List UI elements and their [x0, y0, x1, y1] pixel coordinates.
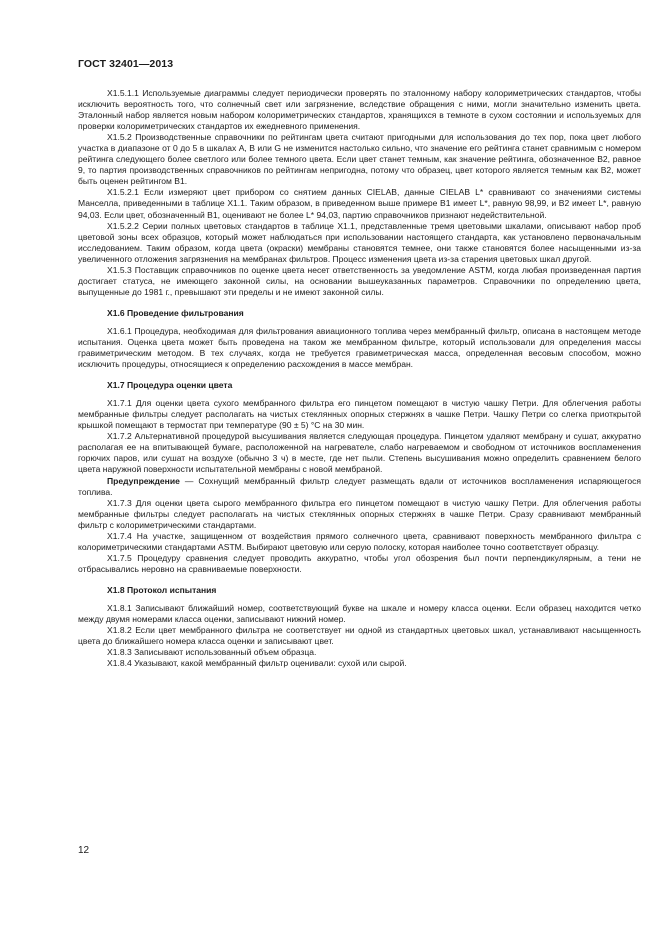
paragraph-x1-8-1: X1.8.1 Записывают ближайший номер, соответствующий букве на шкале и номеру класса оценки. Если образец находится четко между двумя номерами класса оценки, записывают нижний номер.: [78, 602, 641, 625]
section-heading-x1-8: X1.8 Протокол испытания: [107, 584, 217, 595]
warning-text: — Сохнущий мембранный фильтр следует размещать вдали от источников воспламенения испаряющегося топлива.: [78, 475, 641, 497]
paragraph-x1-7-5: X1.7.5 Процедуру сравнения следует проводить аккуратно, чтобы угол обозрения был почти перпендикулярным, а тени не отбрасывались неровно на сравниваемые поверхности.: [78, 552, 641, 574]
paragraph-x1-7-3: X1.7.3 Для оценки цвета сырого мембранного фильтра его пинцетом помещают в чистую чашку Петри. Для облегчения работы мембранные фильтры следует располагать на чистых стеклянных опорных стержнях в чашке Петри. Сразу сравнивают мембранный фильтр с колориметрическими стандартами.: [78, 497, 641, 530]
page-number: 12: [78, 845, 90, 856]
paragraph-x1-6-1: X1.6.1 Процедура, необходимая для фильтрования авиационного топлива через мембранный фильтр, описана в настоящем методе испытания. Оценка цвета может быть проведена на таком же мембранном фильтре, который использовали для определения массы гравиметрическим методом. В тех случаях, когда не требуется гравиметрическая масса, определенная весовым способом, можно исключить процедуры, относящиеся к определению расхождения в массе мембран.: [78, 325, 641, 370]
section-heading-x1-7: X1.7 Процедура оценки цвета: [107, 380, 233, 391]
warning-paragraph: [78, 476, 641, 498]
paragraph-x1-5-1-1: X1.5.1.1 Используемые диаграммы следует периодически проверять по эталонному набору колориметрических стандартов, чтобы исключить вероятность того, что солнечный свет или загрязнение, вследствие обращения с ними, могли значительно изменить цвета. Эталонный набор является новым набором колориметрических стандартов, хранящихся в темноте в сухом состоянии и используемых для проверки колориметрических стандартов их ежедневного применения.: [78, 88, 641, 132]
paragraph-x1-5-2: X1.5.2 Производственные справочники по рейтингам цвета считают пригодными для использования до тех пор, пока цвет любого участка в диапазоне от 0 до 5 в шкалах А, В или G не изменится настолько сильно, что значение его рейтинга станет сравнимым с номером рейтинга следующего более светлого или более темного цвета. Если цвет станет темным, как значение рейтинга, обозначенное В2, равное 9, то партия производственных справочников по рейтингам непригодна, потому что образец, цвет которого является темным как В2, может быть оценен рейтингом В1.: [78, 132, 641, 187]
paragraph-x1-8-3: X1.8.3 Записывают использованный объем образца.: [107, 647, 317, 658]
paragraph-x1-7-4: X1.7.4 На участке, защищенном от воздействия прямого солнечного цвета, сравнивают поверхность мембранного фильтра с колориметрическими стандартами ASTM. Выбирают цветовую или серую полоску, которая наиболее точно соответствует образцу.: [78, 530, 641, 552]
paragraph-x1-5-2-2: X1.5.2.2 Серии полных цветовых стандартов в таблице X1.1, представленные тремя цветовыми шкалами, описывают набор проб цветовой зоны всех образцов, который может наблюдаться при использовании настоящего стандарта, как установлено первоначальным исследованием. Таким образом, когда цвета (окраски) мембраны становятся темнее, они также становятся более насыщенными из-за увеличенного отложения загрязнения на мембранах фильтров. Процесс изменения цвета из-за старения цветовых шкал другой.: [78, 220, 641, 264]
document-body: [78, 88, 641, 669]
paragraph-x1-5-3: X1.5.3 Поставщик справочников по оценке цвета несет ответственность за уведомление ASTM, когда любая произведенная партия достигает статуса, не имеющего законной силы, на основании вышеуказанных параметров. Справочники по определению цвета, выпущенные до 1981 г., превышают эти пределы и не имеют законной силы.: [78, 264, 641, 297]
paragraph-x1-7-2: X1.7.2 Альтернативной процедурой высушивания является следующая процедура. Пинцетом удаляют мембрану и сушат, аккуратно располагая ее на впитывающей бумаге, расположенной на нагревателе, слабо нагреваемом и свободном от источников воспламенения горючих паров, или сушат на воздухе (обычно 3 ч) в месте, где нет пыли. Степень высушивания можно определить сравнением белого цвета наружной поверхности испытательной мембраны с новой мембраной.: [78, 431, 641, 475]
paragraph-x1-8-2: X1.8.2 Если цвет мембранного фильтра не соответствует ни одной из стандартных цветовых шкал, устанавливают насыщенность цвета до ближайшего номера класса оценки и записывают цвет.: [78, 625, 641, 647]
section-heading-x1-6: X1.6 Проведение фильтрования: [107, 307, 244, 318]
paragraph-x1-7-1: X1.7.1 Для оценки цвета сухого мембранного фильтра его пинцетом помещают в чистую чашку Петри. Для облегчения работы мембранные фильтры следует располагать на чистых стеклянных опорных стержнях в чашке Петри. Чашку Петри со слегка приоткрытой крышкой помещают в термостат при температуре (90 ± 5) °С на 30 мин.: [78, 398, 641, 431]
warning-label: Предупреждение: [107, 475, 180, 486]
paragraph-x1-8-4: X1.8.4 Указывают, какой мембранный фильтр оценивали: сухой или сырой.: [107, 658, 407, 669]
paragraph-x1-5-2-1: X1.5.2.1 Если измеряют цвет прибором со снятием данных CIELAB, данные CIELAB L* сравнивают со значениями системы Манселла, приведенными в таблице X1.1. Таким образом, в приведенном выше примере В1 имеет L*, равную 98,99, и В2 имеет L*, равную 94,03. Если цвет, обозначенный В1, оценивают не более L* 94,03, партию справочников признают недействительной.: [78, 187, 641, 220]
document-header: ГОСТ 32401—2013: [78, 58, 174, 70]
